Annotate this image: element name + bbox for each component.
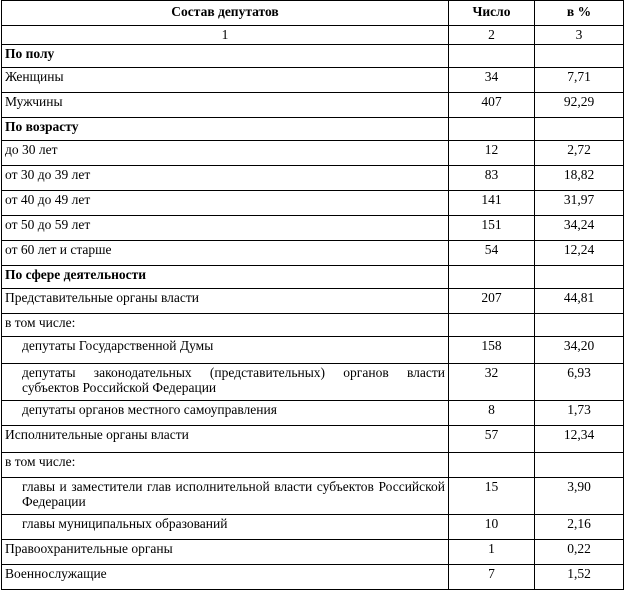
row-percent: 44,81 [535,289,624,314]
row-label: Исполнительные органы власти [2,426,449,453]
row-percent: 92,29 [535,93,624,118]
row-count: 54 [449,241,535,266]
row-percent: 2,16 [535,515,624,540]
row-label: депутаты органов местного самоуправления [2,401,449,426]
row-count: 407 [449,93,535,118]
table-row [2,478,624,515]
section-label: По сфере деятельности [2,266,449,289]
header-composition: Состав депутатов [2,1,449,26]
table-row [2,314,624,337]
row-percent: 31,97 [535,191,624,216]
header-percent: в % [535,1,624,26]
row-count: 34 [449,68,535,93]
row-percent: 1,73 [535,401,624,426]
row-count [449,314,535,337]
section-row-gender [2,45,624,68]
row-label: главы и заместители глав исполнительной власти субъектов Российской Федерации [2,478,449,515]
row-label: Представительные органы власти [2,289,449,314]
table-row [2,216,624,241]
table-row [2,364,624,401]
row-count: 141 [449,191,535,216]
table-row [2,191,624,216]
row-label: Женщины [2,68,449,93]
row-percent [535,314,624,337]
section-label: По возрасту [2,118,449,141]
table-row [2,68,624,93]
row-count: 1 [449,540,535,565]
header-count: Число [449,1,535,26]
row-count [449,453,535,478]
row-percent: 34,24 [535,216,624,241]
section-label: По полу [2,45,449,68]
row-label: от 40 до 49 лет [2,191,449,216]
row-percent: 1,52 [535,565,624,590]
table-row [2,515,624,540]
table-row [2,426,624,453]
row-percent: 2,72 [535,141,624,166]
row-label: Правоохранительные органы [2,540,449,565]
row-count: 158 [449,337,535,364]
table-row [2,401,624,426]
table-row [2,141,624,166]
row-label: до 30 лет [2,141,449,166]
row-label: депутаты Государственной Думы [2,337,449,364]
row-label: в том числе: [2,314,449,337]
row-count: 10 [449,515,535,540]
row-label: от 60 лет и старше [2,241,449,266]
row-percent: 12,34 [535,426,624,453]
row-label: от 30 до 39 лет [2,166,449,191]
row-label: главы муниципальных образований [2,515,449,540]
row-percent: 7,71 [535,68,624,93]
table-row [2,289,624,314]
table-row [2,453,624,478]
row-percent [535,453,624,478]
row-percent: 34,20 [535,337,624,364]
table-row [2,241,624,266]
section-row-age [2,118,624,141]
row-count: 12 [449,141,535,166]
deputies-composition-table [1,0,624,590]
row-count: 32 [449,364,535,401]
row-count: 7 [449,565,535,590]
row-percent: 6,93 [535,364,624,401]
row-percent: 12,24 [535,241,624,266]
row-percent: 0,22 [535,540,624,565]
column-number: 2 [449,26,535,45]
table-row [2,337,624,364]
row-percent: 3,90 [535,478,624,515]
row-label: от 50 до 59 лет [2,216,449,241]
row-count: 57 [449,426,535,453]
column-number: 1 [2,26,449,45]
row-count: 207 [449,289,535,314]
row-label: депутаты законодательных (представительных) органов власти субъектов Российской Федерации [2,364,449,401]
row-count: 83 [449,166,535,191]
table-row [2,565,624,590]
row-count: 8 [449,401,535,426]
row-count: 15 [449,478,535,515]
header-row [2,1,624,26]
table-row [2,540,624,565]
column-number-row [2,26,624,45]
table-row [2,93,624,118]
column-number: 3 [535,26,624,45]
row-percent: 18,82 [535,166,624,191]
row-label: в том числе: [2,453,449,478]
row-label: Мужчины [2,93,449,118]
row-count: 151 [449,216,535,241]
section-row-activity [2,266,624,289]
row-label: Военнослужащие [2,565,449,590]
table-row [2,166,624,191]
